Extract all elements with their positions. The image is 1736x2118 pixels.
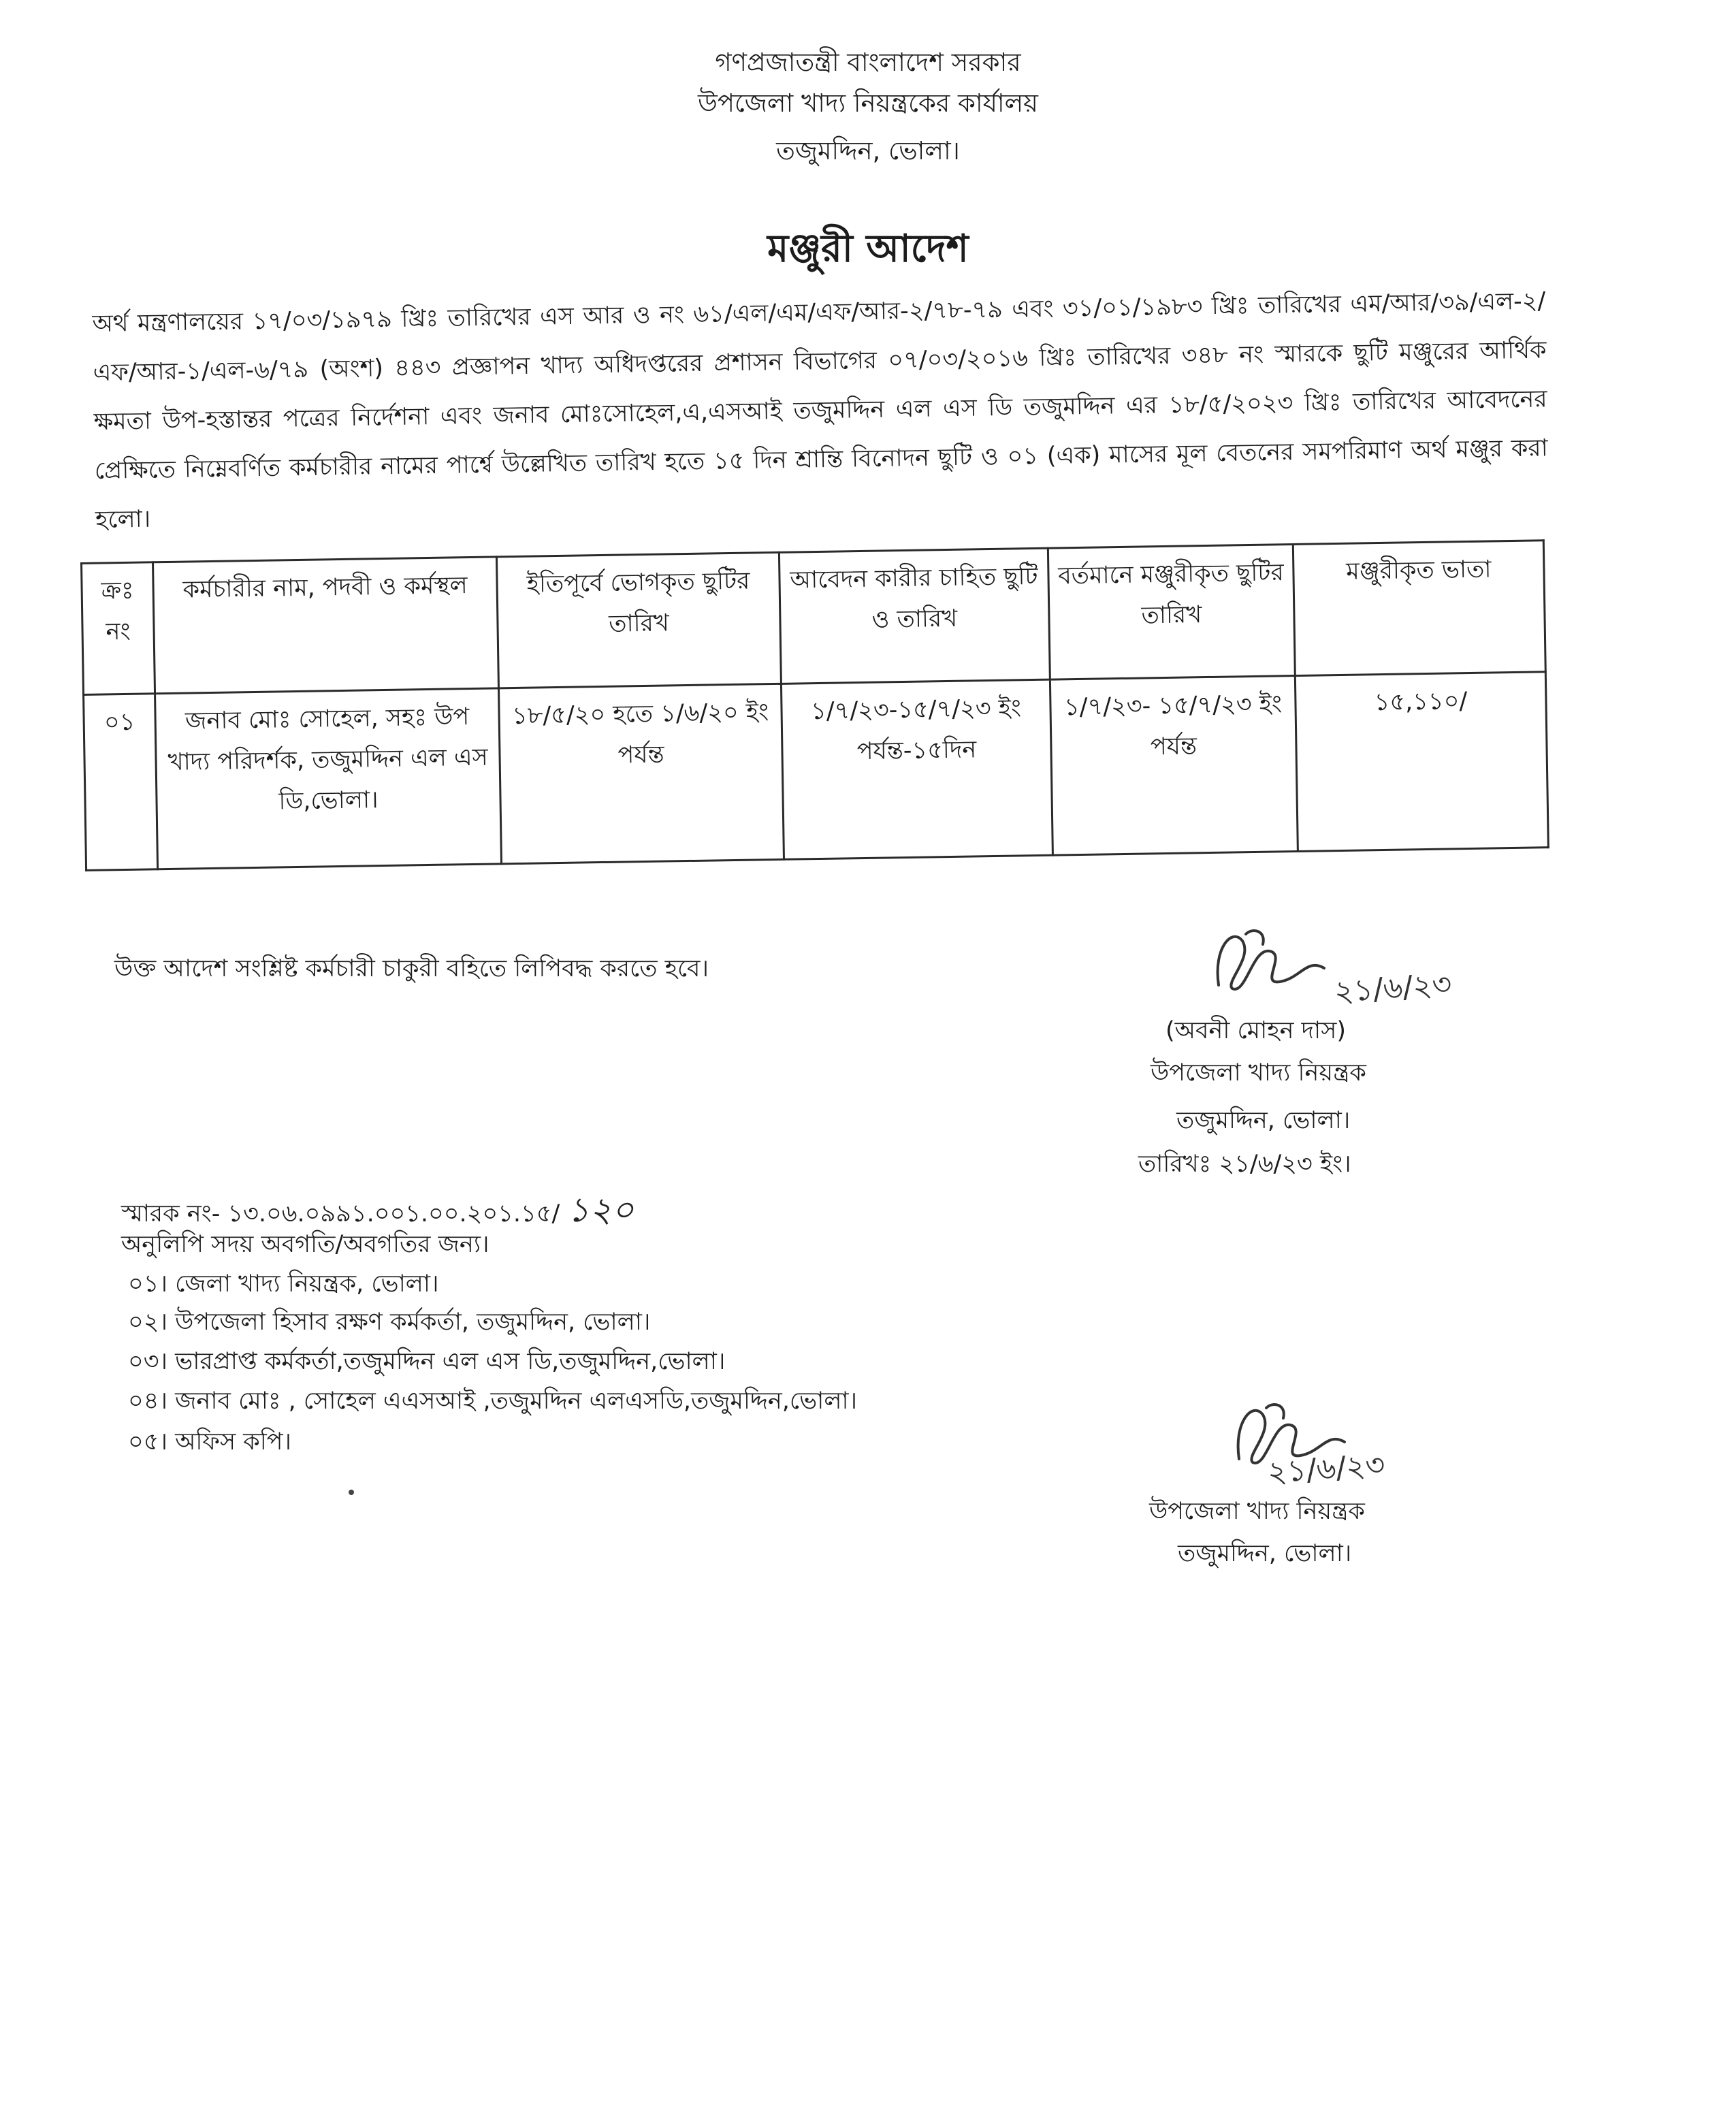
copy-item: ০৫। অফিস কপি।	[128, 1428, 292, 1456]
header-cell-previous-leave: ইতিপূর্বে ভোগকৃত ছুটির তারিখ	[496, 552, 781, 688]
header-government: গণপ্রজাতন্ত্রী বাংলাদেশ সরকার	[715, 48, 1021, 77]
signature-date: ২১/৬/২৩	[1333, 967, 1453, 1010]
memo-number-label: স্মারক নং- ১৩.০৬.০৯৯১.০০১.০০.২০১.১৫/	[121, 1200, 560, 1228]
header-location: তজুমদ্দিন, ভোলা।	[776, 136, 960, 165]
order-body-text: অর্থ মন্ত্রণালয়ের ১৭/০৩/১৯৭৯ খ্রিঃ তারিখের এস আর ও নং ৬১/এল/এম/এফ/আর-২/৭৮-৭৯ এবং ৩১/০১/১৯৮৩ খ্রিঃ তারিখের এম/আর/৩৯/এল-২/এফ/আর-১/এল-৬/৭৯ (অংশ) ৪৪৩ প্রজ্ঞাপন খাদ্য অধিদপ্তরের প্রশাসন বিভাগের ০৭/০৩/২০১৬ খ্রিঃ তারিখের ৩৪৮ নং স্মারকে ছুটি মঞ্জুরের আর্থিক ক্ষমতা উপ-হস্তান্তর পত্রের নির্দেশনা এবং জনাব মোঃসোহেল,এ,এসআই তজুমদ্দিন এল এস ডি তজুমদ্দিন এর ১৮/৫/২০২৩ খ্রিঃ তারিখের আবেদনের প্রেক্ষিতে নিম্নেবর্ণিত কর্মচারীর নামের পার্শ্বে উল্লেখিত তারিখ হতে ১৫ দিন শ্রান্তি বিনোদন ছুটি ও ০১ (এক) মাসের মূল বেতনের সমপরিমাণ অর্থ মঞ্জুর করা হলো।	[92, 287, 1549, 534]
signatory-name: (অবনী মোহন দাস)	[1166, 1017, 1346, 1044]
copy-intro: অনুলিপি সদয় অবগতি/অবগতির জন্য।	[121, 1231, 489, 1258]
cell-sanctioned-leave: ১/৭/২৩- ১৫/৭/২৩ ইং পর্যন্ত	[1050, 675, 1298, 855]
cell-serial: ০১	[84, 694, 158, 871]
signatory-designation: উপজেলা খাদ্য নিয়ন্ত্রক	[1149, 1498, 1365, 1525]
copy-item: ০১। জেলা খাদ্য নিয়ন্ত্রক, ভোলা।	[128, 1270, 439, 1298]
copy-item: ০২। উপজেলা হিসাব রক্ষণ কর্মকর্তা, তজুমদ্দিন, ভোলা।	[128, 1309, 651, 1336]
header-cell-allowance: মঞ্জুরীকৃত ভাতা	[1293, 541, 1545, 676]
copy-item: ০৪। জনাব মোঃ , সোহেল এএসআই ,তজুমদ্দিন এলএসডি,তজুমদ্দিন,ভোলা।	[128, 1387, 858, 1415]
signatory-location: তজুমদ্দিন, ভোলা।	[1176, 1107, 1351, 1134]
cell-employee: জনাব মোঃ সোহেল, সহঃ উপ খাদ্য পরিদর্শক, তজুমদ্দিন এল এস ডি,ভোলা।	[155, 688, 502, 869]
cell-requested-leave: ১/৭/২৩-১৫/৭/২৩ ইং পর্যন্ত-১৫দিন	[781, 679, 1052, 859]
leave-table	[80, 539, 1549, 871]
memo-number-handwritten: ১২০	[567, 1190, 634, 1230]
signatory-designation: উপজেলা খাদ্য নিয়ন্ত্রক	[1151, 1059, 1366, 1087]
signatory-location: তজুমদ্দিন, ভোলা।	[1178, 1540, 1352, 1567]
header-cell-requested-leave: আবেদন কারীর চাহিত ছুটি ও তারিখ	[779, 548, 1050, 684]
ink-speck	[349, 1490, 354, 1495]
signatory-date: তারিখঃ ২১/৬/২৩ ইং।	[1138, 1151, 1351, 1178]
cell-previous-leave: ১৮/৫/২০ হতে ১/৬/২০ ইং পর্যন্ত	[498, 684, 784, 863]
record-note: উক্ত আদেশ সংশ্লিষ্ট কর্মচারী চাকুরী বহিতে লিপিবদ্ধ করতে হবে।	[114, 955, 709, 982]
table-header-row	[82, 541, 1546, 695]
header-cell-sanctioned-leave: বর্তমানে মঞ্জুরীকৃত ছুটির তারিখ	[1048, 545, 1295, 680]
page-title: মঞ্জুরী আদেশ	[767, 227, 969, 271]
copy-item: ০৩। ভারপ্রাপ্ত কর্মকর্তা,তজুমদ্দিন এল এস ডি,তজুমদ্দিন,ভোলা।	[128, 1348, 726, 1375]
signature-date: ২১/৬/২৩	[1266, 1447, 1386, 1490]
header-cell-serial: ক্রঃ নং	[82, 562, 155, 695]
header-cell-employee: কর্মচারীর নাম, পদবী ও কর্মস্থল	[153, 557, 499, 694]
table-row	[84, 672, 1549, 871]
cell-allowance: ১৫,১১০/	[1295, 672, 1548, 852]
header-office: উপজেলা খাদ্য নিয়ন্ত্রকের কার্যালয়	[698, 89, 1038, 118]
